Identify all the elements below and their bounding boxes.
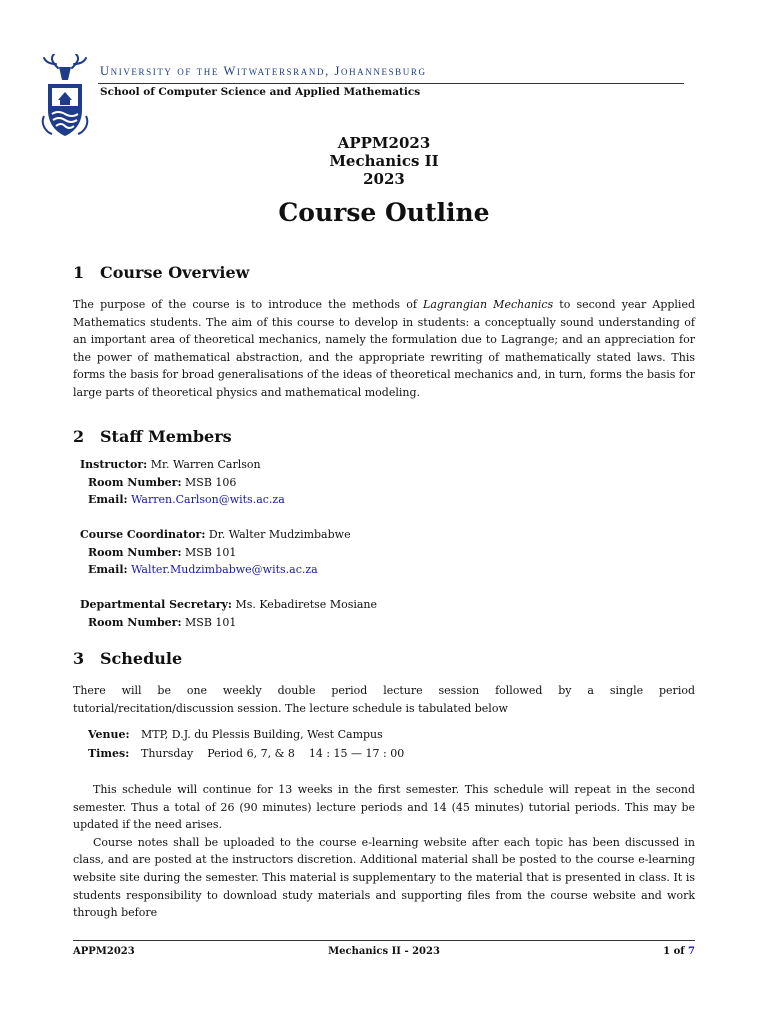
overview-emphasis: Lagrangian Mechanics (423, 298, 554, 311)
school-name: School of Computer Science and Applied Mathematics (100, 86, 421, 98)
room-label: Room Number: (88, 615, 182, 629)
staff-coordinator (80, 526, 351, 579)
role-label: Instructor: (80, 458, 148, 471)
staff-name: Mr. Warren Carlson (150, 458, 261, 471)
staff-secretary (80, 596, 377, 631)
section-title: Schedule (100, 649, 183, 668)
overview-paragraph (73, 296, 695, 402)
course-year: 2023 (363, 170, 405, 188)
footer-course-code: APPM2023 (73, 946, 135, 957)
section-heading-staff (73, 427, 232, 446)
venue-row (88, 726, 404, 745)
room-label: Room Number: (88, 545, 182, 559)
staff-name: Ms. Kebadiretse Mosiane (235, 598, 378, 611)
university-crest-icon (38, 54, 92, 140)
section-number: 3 (73, 649, 85, 668)
page-total-link[interactable]: 7 (688, 946, 695, 957)
course-heading (0, 134, 768, 188)
section-heading-schedule (73, 649, 182, 668)
overview-text-end: to second year Applied Mathematics students. The aim of this course to develop in students: a conceptually sound understanding of an important area of theoretical mechanics, namely the formulation due to Lagrange; and an appreciation for the power of mathematical abstraction, and the appropriate rewriting of mathematically stated laws. This forms the basis for broad generalisations of the ideas of theoretical mechanics and, in turn, forms the basis for large parts of theoretical physics and mathematical modeling. (73, 298, 695, 399)
section-number: 2 (73, 427, 85, 446)
course-code: APPM2023 (337, 134, 431, 152)
email-link[interactable]: Warren.Carlson@wits.ac.za (131, 493, 285, 506)
room-label: Room Number: (88, 475, 182, 489)
staff-instructor (80, 456, 285, 509)
room-number: MSB 101 (185, 545, 237, 559)
day-value: Thursday (141, 746, 194, 760)
schedule-paragraph-1: This schedule will continue for 13 weeks in the first semester. This schedule will repeat in the second semester. Thus a total of 26 (90 minutes) lecture periods and 14 (45 minutes) tutorial periods. This may be updated if the need arises. (73, 783, 695, 832)
email-link[interactable]: Walter.Mudzimbabwe@wits.ac.za (131, 563, 318, 576)
role-label: Departmental Secretary: (80, 598, 232, 611)
schedule-intro-text: There will be one weekly double period lecture session followed by a single period tutorial/recitation/discussion session. The lecture schedule is tabulated below (73, 684, 695, 715)
header-rule (98, 83, 684, 84)
staff-name: Dr. Walter Mudzimbabwe (208, 528, 351, 541)
schedule-intro (73, 682, 695, 717)
schedule-paragraph-2: Course notes shall be uploaded to the course e-learning website after each topic has been discussed in class, and are posted at the instructors discretion. Additional material shall be posted to the course e-learning website site during the semester. This material is supplementary to the material that is presented in class. It is students responsibility to download study materials and supporting files from the course website and work through before (73, 835, 695, 920)
email-label: Email: (88, 493, 128, 506)
page-title: Course Outline (278, 198, 490, 227)
university-name: University of the Witwatersrand, Johannesburg (100, 64, 427, 78)
overview-text-start: The purpose of the course is to introduce the methods of (73, 298, 424, 311)
period-value: Period 6, 7, & 8 (207, 746, 295, 760)
section-title: Staff Members (100, 427, 232, 446)
time-value: 14 : 15 — 17 : 00 (308, 746, 405, 760)
times-label: Times: (88, 746, 130, 760)
footer-page-number (663, 946, 695, 957)
role-label: Course Coordinator: (80, 528, 206, 541)
footer-rule (73, 940, 695, 941)
page-prefix: 1 of (663, 946, 689, 957)
schedule-table (88, 726, 404, 763)
footer-course-title: Mechanics II - 2023 (328, 946, 440, 957)
room-number: MSB 101 (185, 615, 237, 629)
section-title: Course Overview (100, 263, 250, 282)
section-number: 1 (73, 263, 85, 282)
section-heading-overview (73, 263, 249, 282)
schedule-details (73, 781, 695, 922)
venue-label: Venue: (88, 728, 130, 741)
venue-value: MTP, D.J. du Plessis Building, West Campus (141, 728, 383, 741)
course-name: Mechanics II (329, 152, 439, 170)
room-number: MSB 106 (185, 475, 237, 489)
email-label: Email: (88, 563, 128, 576)
times-row (88, 745, 404, 764)
